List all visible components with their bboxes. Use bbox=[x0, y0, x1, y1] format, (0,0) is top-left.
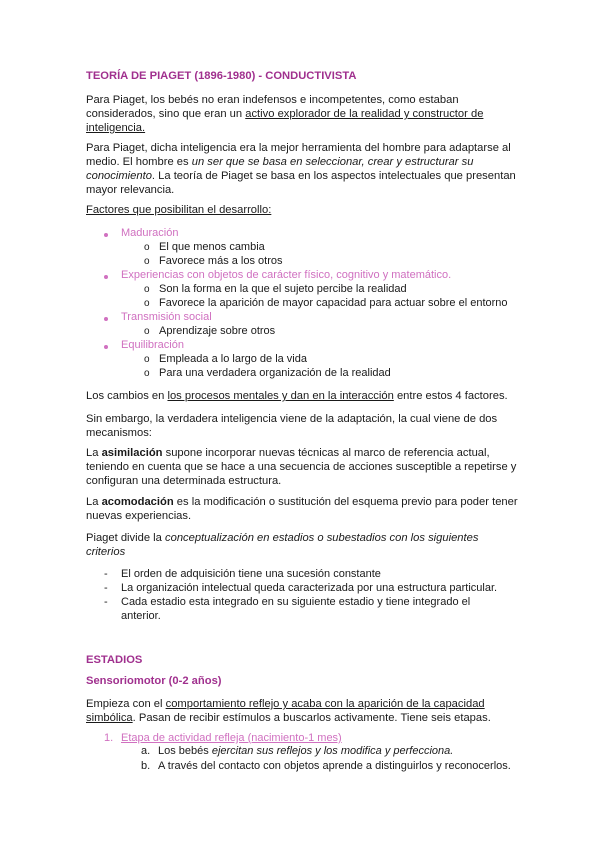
para2-line-4: mayor relevancia. bbox=[86, 184, 175, 196]
divides-paragraph bbox=[86, 531, 516, 559]
sensorimotor-paragraph bbox=[86, 697, 516, 725]
assimilation-line-3: configuran una determinada estructura. bbox=[86, 475, 282, 487]
intro-line-1: Para Piaget, los bebés no eran indefensos e incompetentes, como estaban bbox=[86, 94, 459, 106]
stage-number: 1. bbox=[104, 732, 114, 744]
substage-a-italic: ejercitan sus reflejos y los modifica y perfecciona. bbox=[211, 745, 454, 757]
dash-bullet: - bbox=[104, 582, 108, 594]
dash-bullet: - bbox=[104, 568, 108, 580]
document-title: TEORÍA DE PIAGET (1896-1980) - CONDUCTIVISTA bbox=[86, 70, 357, 82]
circle-bullet-icon: o bbox=[144, 242, 150, 253]
circle-bullet-icon: o bbox=[144, 298, 150, 309]
intro-paragraph bbox=[86, 93, 516, 135]
bullet-dot bbox=[104, 317, 108, 321]
circle-bullet-icon: o bbox=[144, 354, 150, 365]
circle-bullet-icon: o bbox=[144, 326, 150, 337]
changes-underlined: los procesos mentales y dan en la interacción bbox=[167, 390, 394, 402]
accommodation-text: es la modificación o sustitución del esquema previo para poder tener bbox=[173, 496, 518, 508]
factor-label: Experiencias con objetos de carácter físico, cognitivo y matemático. bbox=[121, 269, 452, 281]
factor-subitem: Aprendizaje sobre otros bbox=[159, 325, 276, 337]
criteria-item-continued: anterior. bbox=[121, 610, 161, 622]
substage-a bbox=[158, 745, 453, 757]
accommodation-paragraph bbox=[86, 495, 516, 523]
intro-line-3: inteligencia. bbox=[86, 122, 146, 134]
factor-subitem: El que menos cambia bbox=[159, 241, 265, 253]
however-line-2: mecanismos: bbox=[86, 427, 152, 439]
factor-subitem: Para una verdadera organización de la realidad bbox=[159, 367, 391, 379]
assimilation-line-2: teniendo en cuenta que se hace a una secuencia de acciones susceptible a repetirse y bbox=[86, 461, 517, 473]
substage-b: A través del contacto con objetos aprende a distinguirlos y reconocerlos. bbox=[158, 760, 511, 772]
accommodation-line-2: nuevas experiencias. bbox=[86, 510, 192, 522]
however-paragraph bbox=[86, 412, 516, 440]
para2-line-1: Para Piaget, dicha inteligencia era la mejor herramienta del hombre para adaptarse al bbox=[86, 142, 511, 154]
para2-line-3-text: . La teoría de Piaget se basa en los aspectos intelectuales que presentan bbox=[151, 170, 516, 182]
bullet-dot bbox=[104, 345, 108, 349]
intro-line-2-text: considerados, sino que eran un bbox=[86, 108, 246, 120]
accommodation-prefix: La bbox=[86, 496, 102, 508]
criteria-item: Cada estadio esta integrado en su siguiente estadio y tiene integrado el bbox=[121, 596, 471, 608]
factor-label: Transmisión social bbox=[121, 311, 212, 323]
factor-subitem: Empleada a lo largo de la vida bbox=[159, 353, 307, 365]
factor-label: Maduración bbox=[121, 227, 179, 239]
dash-bullet: - bbox=[104, 596, 108, 608]
assimilation-paragraph bbox=[86, 446, 516, 488]
factor-subitem: Favorece la aparición de mayor capacidad para actuar sobre el entorno bbox=[159, 297, 508, 309]
bullet-dot bbox=[104, 275, 108, 279]
sensorimotor-text-end: . Pasan de recibir estímulos a buscarlos activamente. Tiene seis etapas. bbox=[132, 712, 491, 724]
stages-heading: ESTADIOS bbox=[86, 654, 143, 666]
substage-a-text: Los bebés bbox=[158, 745, 212, 757]
factor-label: Equilibración bbox=[121, 339, 184, 351]
factor-subitem: Favorece más a los otros bbox=[159, 255, 283, 267]
changes-text: Los cambios en bbox=[86, 390, 168, 402]
criteria-item: El orden de adquisición tiene una sucesión constante bbox=[121, 568, 381, 580]
para2-line-2-italic: un ser que se basa en seleccionar, crear y estructurar su bbox=[191, 156, 474, 168]
factor-subitem: Son la forma en la que el sujeto percibe la realidad bbox=[159, 283, 407, 295]
intro-line-2-underlined: activo explorador de la realidad y constructor de bbox=[245, 108, 484, 120]
however-line-1: Sin embargo, la verdadera inteligencia viene de la adaptación, la cual viene de dos bbox=[86, 413, 498, 425]
circle-bullet-icon: o bbox=[144, 284, 150, 295]
assimilation-text: supone incorporar nuevas técnicas al marco de referencia actual, bbox=[162, 447, 490, 459]
sensorimotor-text: Empieza con el bbox=[86, 698, 166, 710]
bullet-dot bbox=[104, 233, 108, 237]
assimilation-term: asimilación bbox=[101, 447, 163, 459]
assimilation-prefix: La bbox=[86, 447, 102, 459]
para2-line-3-italic: conocimiento bbox=[86, 170, 152, 182]
accommodation-term: acomodación bbox=[101, 496, 174, 508]
circle-bullet-icon: o bbox=[144, 256, 150, 267]
sensorimotor-heading: Sensoriomotor (0-2 años) bbox=[86, 675, 222, 687]
divides-line-2: criterios bbox=[86, 546, 126, 558]
para2-line-2-text: medio. El hombre es bbox=[86, 156, 192, 168]
substage-letter: a. bbox=[141, 745, 151, 757]
sensorimotor-underlined-2: simbólica bbox=[86, 712, 133, 724]
stage-label: Etapa de actividad refleja (nacimiento-1 mes) bbox=[121, 732, 342, 744]
criteria-item: La organización intelectual queda caracterizada por una estructura particular. bbox=[121, 582, 498, 594]
divides-text: Piaget divide la bbox=[86, 532, 165, 544]
changes-text-end: entre estos 4 factores. bbox=[393, 390, 508, 402]
circle-bullet-icon: o bbox=[144, 368, 150, 379]
substage-letter: b. bbox=[141, 760, 151, 772]
divides-italic: conceptualización en estadios o subestadios con los siguientes bbox=[165, 532, 479, 544]
intelligence-paragraph bbox=[86, 141, 516, 197]
factors-heading: Factores que posibilitan el desarrollo: bbox=[86, 204, 272, 216]
sensorimotor-underlined: comportamiento reflejo y acaba con la aparición de la capacidad bbox=[165, 698, 485, 710]
changes-paragraph bbox=[86, 389, 516, 403]
